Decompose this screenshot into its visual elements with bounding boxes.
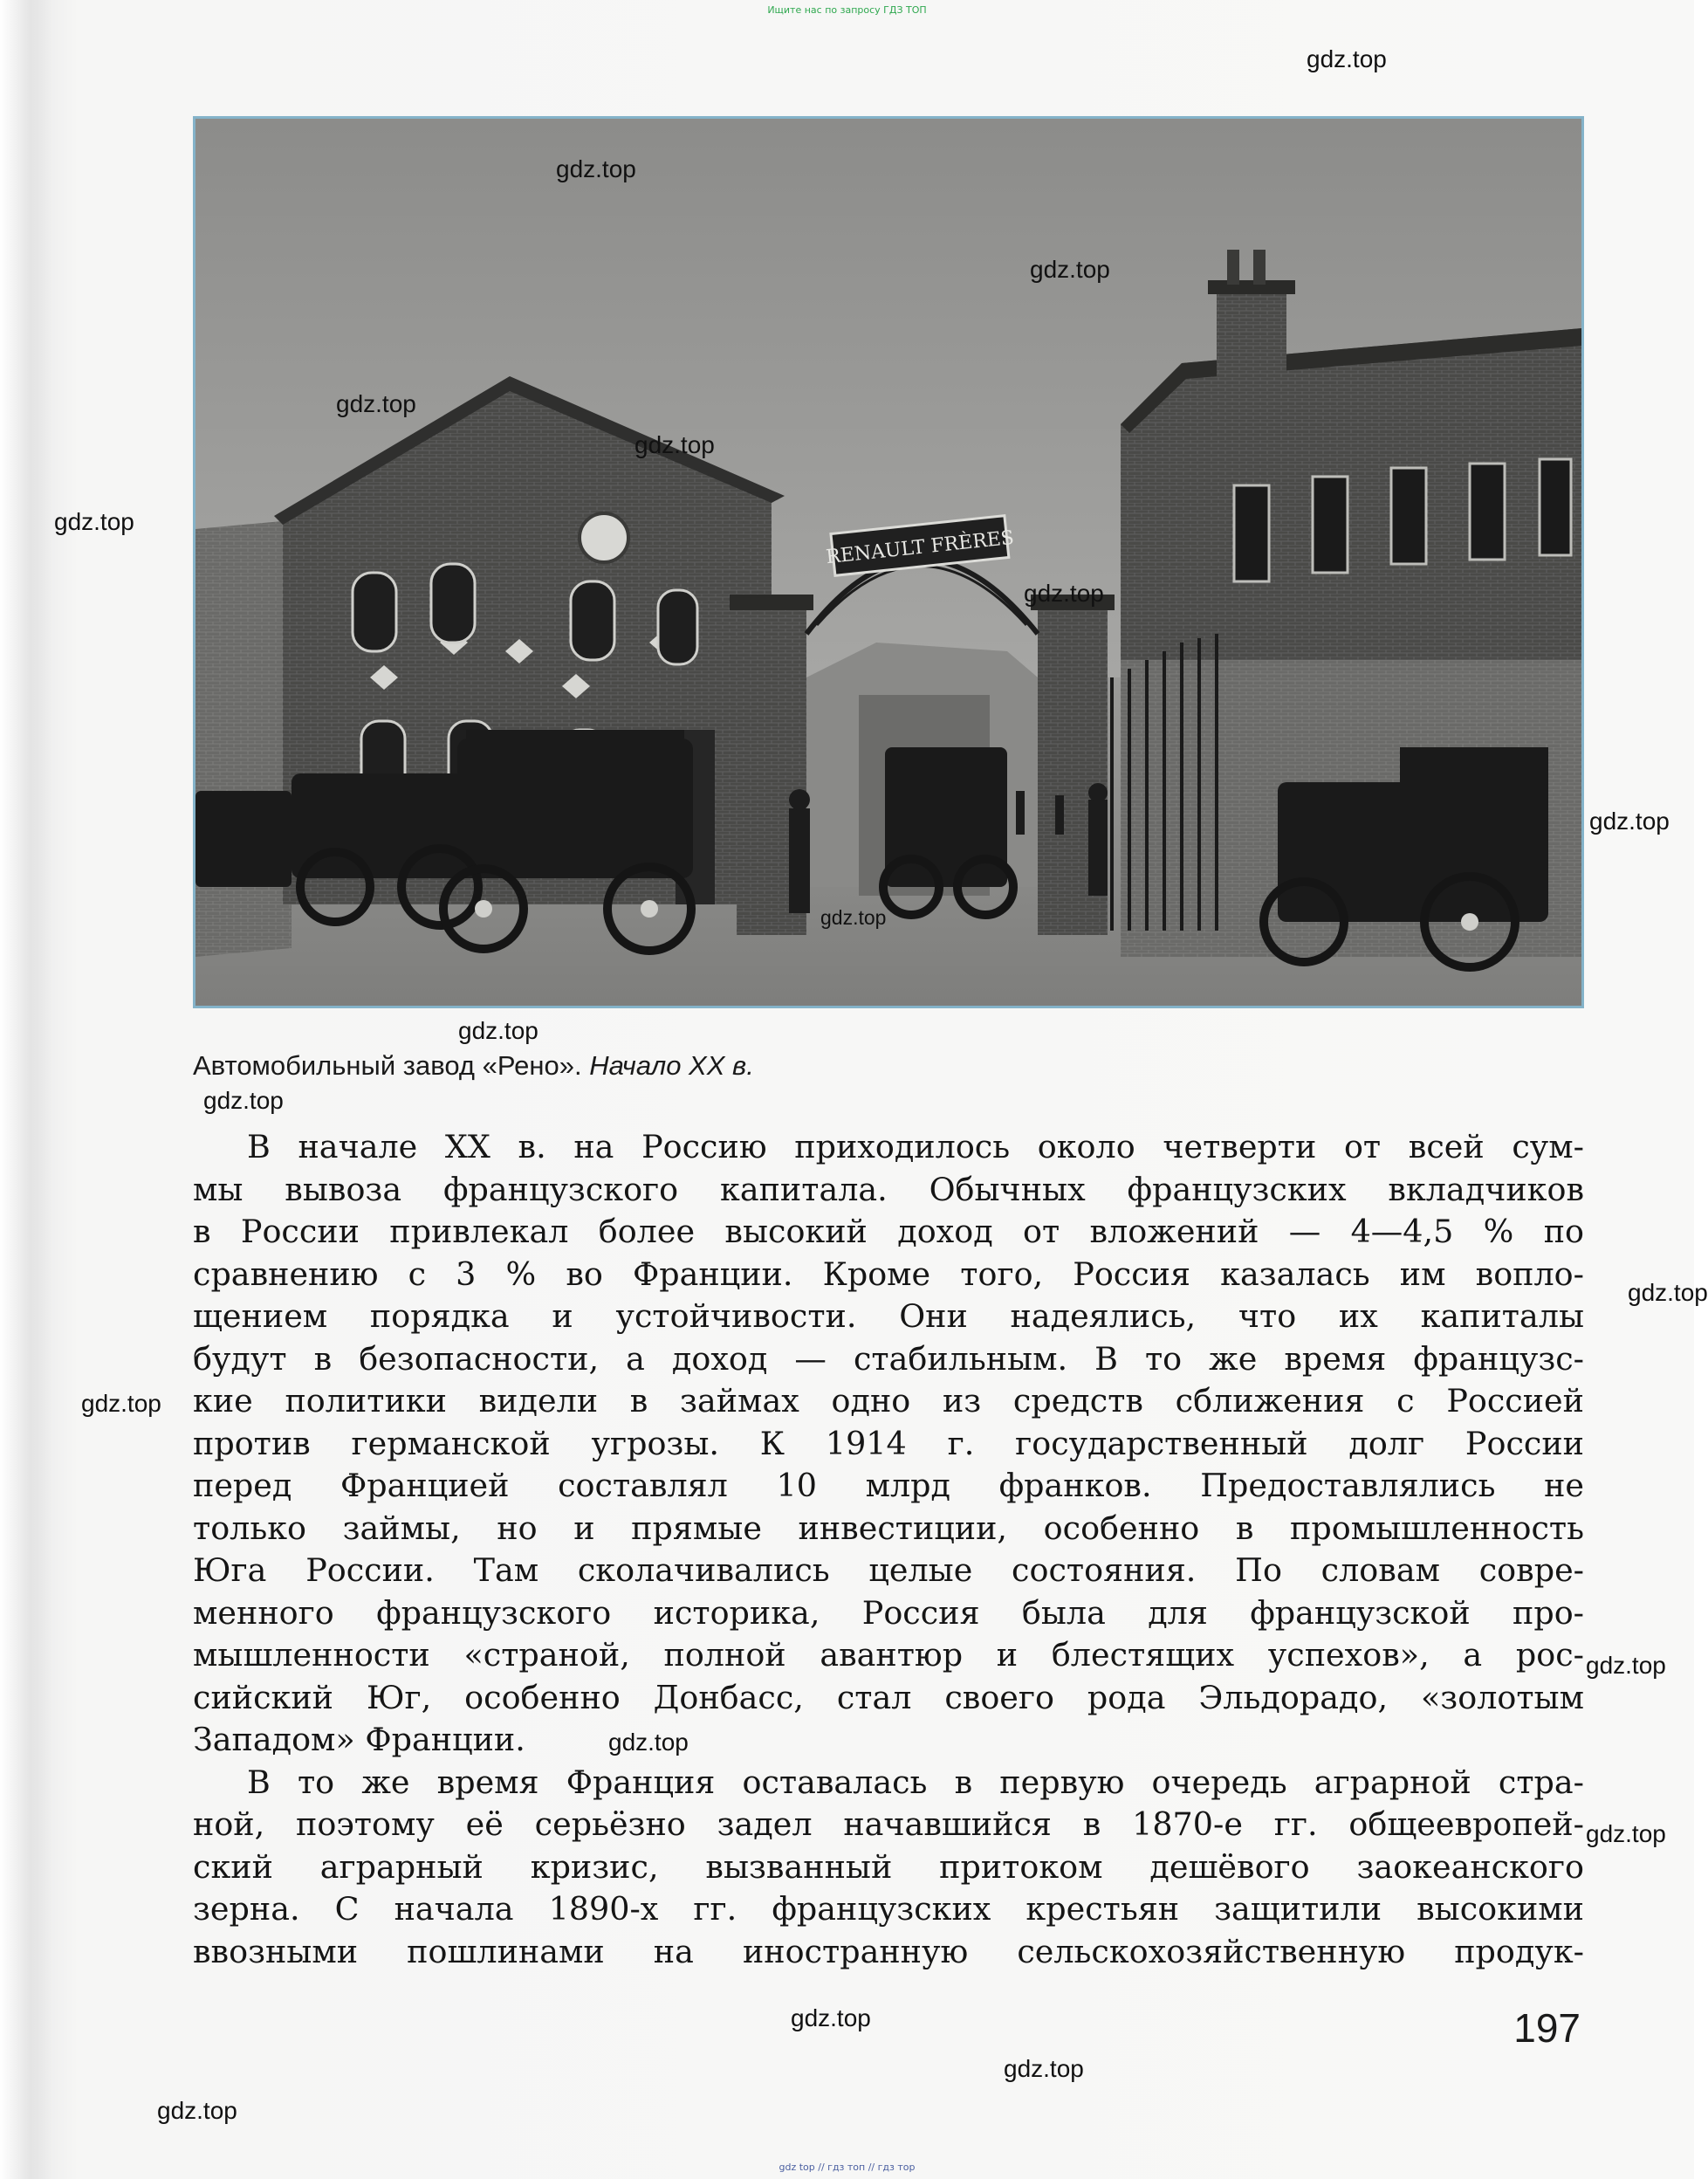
text-line: кие политики видели в займах одно из средств сближения с Россией	[193, 1382, 1584, 1419]
renault-factory-photo	[193, 116, 1584, 1008]
paragraph-2	[193, 1762, 1584, 1974]
watermark: gdz.top	[336, 390, 416, 417]
caption-main: Автомобильный завод «Рено».	[193, 1050, 590, 1081]
factory-photo-illustration	[195, 119, 1581, 1006]
watermark: gdz.top	[1586, 1820, 1666, 1847]
watermark: gdz.top	[458, 1017, 538, 1044]
watermark: gdz.top	[203, 1087, 284, 1114]
text-line: Западом» Франции.	[193, 1721, 525, 1758]
text-line: против германской угрозы. К 1914 г. государственный долг России	[193, 1424, 1584, 1462]
text-line: зерна. С начала 1890-х гг. французских крестьян защитили высокими	[193, 1890, 1584, 1928]
watermark: gdz.top	[81, 1390, 161, 1417]
text-line: ский аграрный кризис, вызванный притоком дешёвого заокеанского	[193, 1847, 1584, 1886]
watermark: gdz.top	[1004, 2055, 1084, 2082]
text-line: Юга России. Там сколачивались целые состояния. По словам совре-	[193, 1551, 1584, 1589]
top-site-note[interactable]: Ищите нас по запросу ГДЗ ТОП	[767, 4, 927, 16]
watermark: gdz.top	[54, 508, 134, 535]
watermark: gdz.top	[556, 155, 636, 182]
watermark: gdz.top	[1589, 808, 1670, 835]
watermark: gdz.top	[1024, 580, 1104, 607]
text-line: мышленности «страной, полной авантюр и блестящих успехов», а рос-	[193, 1636, 1584, 1674]
watermark: gdz.top	[1307, 45, 1387, 72]
text-line: будут в безопасности, а доход — стабильным. В то же время французс-	[193, 1339, 1584, 1378]
watermark: gdz.top	[791, 2004, 871, 2031]
watermark: gdz.top	[608, 1729, 689, 1756]
text-line: только займы, но и прямые инвестиции, особенно в промышленность	[193, 1509, 1584, 1547]
page-number: 197	[1513, 2005, 1581, 2051]
page-binding-shadow	[0, 0, 52, 2179]
text-line: менного французского историка, Россия была для французской про-	[193, 1593, 1584, 1632]
text-line: ной, поэтому её серьёзно задел начавшийся в 1870-е гг. общеевропей-	[193, 1805, 1584, 1843]
text-line: мы вывоза французского капитала. Обычных французских вкладчиков	[193, 1170, 1584, 1208]
text-line: В то же время Франция оставалась в первую очередь аграрной стра-	[247, 1763, 1584, 1801]
bottom-site-note[interactable]: gdz top // гдз топ // гдз тор	[779, 2162, 916, 2173]
text-line: сравнению с 3 % во Франции. Кроме того, Россия казалась им вопло-	[193, 1254, 1584, 1293]
body-text	[193, 1126, 1584, 1973]
paragraph-1	[193, 1126, 1584, 1762]
text-line: в России привлекал более высокий доход от вложений — 4—4,5 % по	[193, 1213, 1584, 1250]
watermark: gdz.top	[1586, 1652, 1666, 1679]
text-line: В начале XX в. на Россию приходилось около четверти от всей сум-	[247, 1128, 1584, 1165]
watermark: gdz.top	[1030, 256, 1110, 283]
watermark: gdz.top	[1628, 1279, 1708, 1306]
watermark: gdz.top	[157, 2097, 237, 2124]
photo-caption	[193, 1050, 754, 1082]
text-line: перед Францией составлял 10 млрд франков. Предоставлялись не	[193, 1467, 1584, 1504]
renault-sign-text: RENAULT FRÈRES	[825, 526, 1016, 569]
text-line: щением порядка и устойчивости. Они надеялись, что их капиталы	[193, 1297, 1584, 1335]
watermark: gdz.top	[820, 906, 887, 929]
text-line: ввозными пошлинами на иностранную сельскохозяйственную продук-	[193, 1932, 1584, 1970]
watermark: gdz.top	[634, 431, 715, 458]
text-line: сийский Юг, особенно Донбасс, стал своего рода Эльдорадо, «золотым	[193, 1678, 1584, 1716]
caption-date: Начало XX в.	[589, 1050, 754, 1081]
